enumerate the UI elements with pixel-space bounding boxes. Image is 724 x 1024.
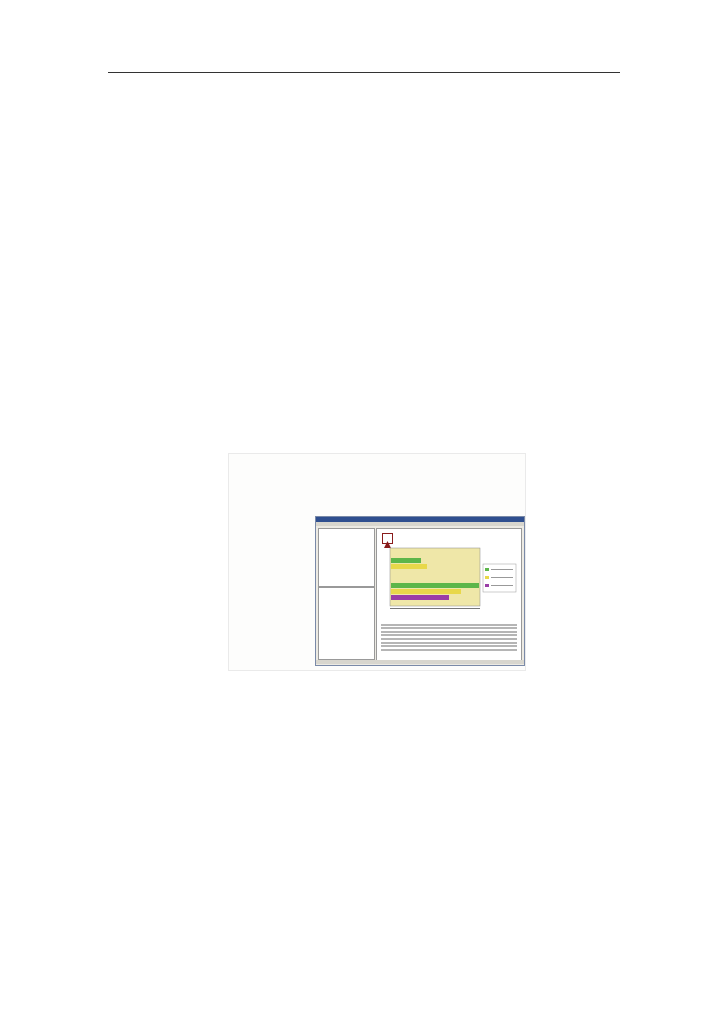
table-row bbox=[381, 638, 517, 640]
window-toolbar bbox=[316, 522, 524, 526]
chart-axis bbox=[390, 608, 480, 609]
table-row bbox=[381, 624, 517, 626]
navigator-tree-panel bbox=[318, 528, 375, 587]
bar-purple-2 bbox=[391, 595, 449, 600]
legend-swatch-green bbox=[485, 568, 489, 571]
figure-archibus-screenshot bbox=[228, 453, 526, 671]
table-row bbox=[381, 645, 517, 647]
table-row bbox=[381, 649, 517, 651]
report-bar-chart bbox=[380, 546, 518, 618]
window-statusbar bbox=[316, 660, 524, 664]
report-panel bbox=[376, 528, 522, 661]
legend-swatch-purple bbox=[485, 584, 489, 587]
header-rule bbox=[108, 72, 620, 73]
navigator-detail-panel bbox=[318, 587, 375, 660]
legend-line-3 bbox=[491, 585, 513, 586]
legend-line-2 bbox=[491, 577, 513, 578]
legend-line-1 bbox=[491, 569, 513, 570]
archibus-logo-icon bbox=[382, 533, 393, 544]
bar-yellow-2 bbox=[391, 589, 461, 594]
bar-green-2 bbox=[391, 583, 479, 588]
table-row bbox=[381, 631, 517, 633]
table-row bbox=[381, 634, 517, 636]
software-window bbox=[315, 516, 525, 666]
legend-swatch-yellow bbox=[485, 576, 489, 579]
running-header bbox=[110, 50, 618, 70]
bar-yellow-1 bbox=[391, 564, 427, 569]
table-row bbox=[381, 642, 517, 644]
bar-green-1 bbox=[391, 558, 421, 563]
report-data-table bbox=[381, 622, 517, 658]
table-row bbox=[381, 627, 517, 629]
